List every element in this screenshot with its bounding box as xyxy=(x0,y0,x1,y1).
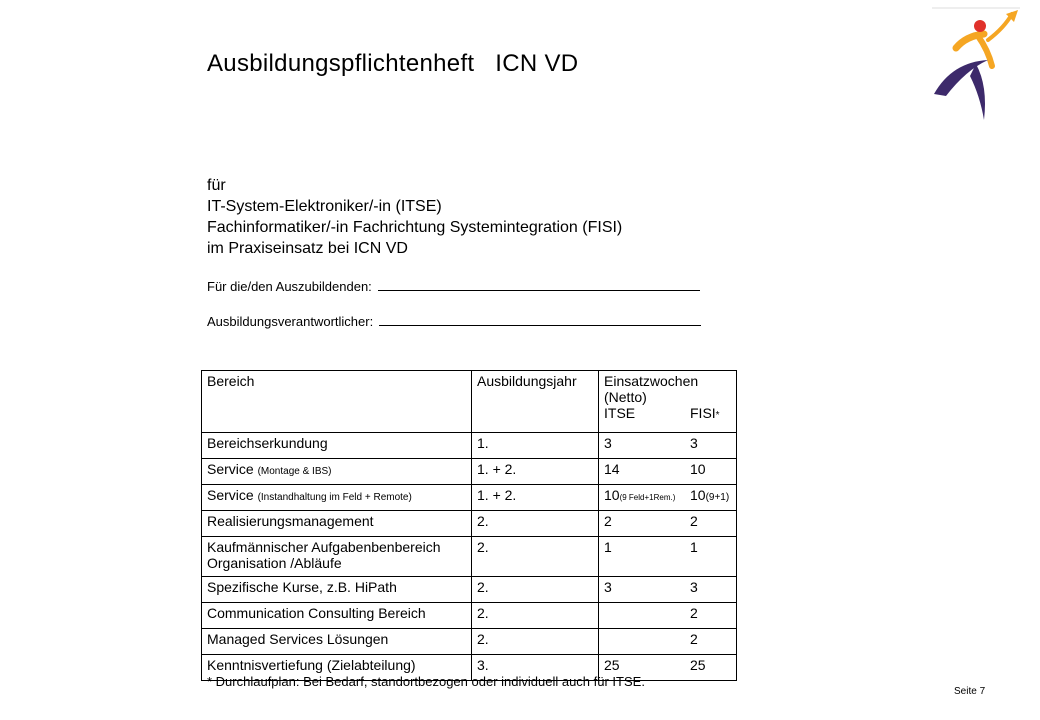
training-plan-table xyxy=(201,370,737,681)
fisi-value: 2 xyxy=(690,513,698,529)
subtitle-block xyxy=(207,175,622,259)
bereich-text: Realisierungsmanagement xyxy=(207,513,374,529)
cell-jahr: 1. xyxy=(472,433,599,459)
cell-wochen xyxy=(599,629,737,655)
fisi-value: 10 xyxy=(690,461,706,477)
footnote: * Durchlaufplan: Bei Bedarf, standortbezogen oder individuell auch für ITSE. xyxy=(207,674,645,689)
table-row xyxy=(202,537,737,577)
cell-wochen xyxy=(599,537,737,577)
header-fisi-star: * xyxy=(715,410,720,421)
cell-bereich xyxy=(202,459,472,485)
verantwortlicher-blank-line xyxy=(379,315,701,326)
bereich-text: Spezifische Kurse, z.B. HiPath xyxy=(207,579,397,595)
header-einsatzwochen-label: Einsatzwochen xyxy=(604,373,699,389)
cell-jahr: 3. xyxy=(472,655,599,681)
itse-value: 3 xyxy=(604,579,612,595)
page-number: Seite 7 xyxy=(954,686,986,697)
fisi-value: 2 xyxy=(690,631,698,647)
itse-value: 3 xyxy=(604,435,612,451)
fisi-value: 3 xyxy=(690,579,698,595)
fisi-value: 2 xyxy=(690,605,698,621)
cell-jahr: 2. xyxy=(472,537,599,577)
fisi-value: 10 xyxy=(690,487,706,503)
header-itse: ITSE xyxy=(604,405,636,421)
cell-bereich xyxy=(202,577,472,603)
table-row xyxy=(202,603,737,629)
cell-wochen xyxy=(599,459,737,485)
table-row xyxy=(202,511,737,537)
table-row xyxy=(202,433,737,459)
subtitle-line: für xyxy=(207,177,226,194)
bereich-text: Managed Services Lösungen xyxy=(207,631,389,647)
bereich-detail: (Instandhaltung im Feld + Remote) xyxy=(257,492,412,503)
cell-jahr: 1. + 2. xyxy=(472,459,599,485)
cell-bereich xyxy=(202,433,472,459)
fisi-value: 1 xyxy=(690,539,698,555)
cell-wochen xyxy=(599,603,737,629)
itse-detail: (9 Feld+1Rem.) xyxy=(619,493,676,502)
bereich-text: Service xyxy=(207,461,258,477)
subtitle-line: IT-System-Elektroniker/-in (ITSE) xyxy=(207,198,442,215)
itse-value: 25 xyxy=(604,657,620,673)
cell-jahr: 1. + 2. xyxy=(472,485,599,511)
table-row xyxy=(202,629,737,655)
table-header-row xyxy=(202,371,737,433)
fisi-value: 3 xyxy=(690,435,698,451)
bereich-text: Kenntnisvertiefung (Zielabteilung) xyxy=(207,657,416,673)
cell-wochen xyxy=(599,577,737,603)
verantwortlicher-field xyxy=(207,314,701,329)
verantwortlicher-label: Ausbildungsverantwortlicher: xyxy=(207,314,374,329)
cell-jahr: 2. xyxy=(472,629,599,655)
fisi-detail: (9+1) xyxy=(705,492,730,503)
cell-jahr: 2. xyxy=(472,577,599,603)
subtitle-line: im Praxiseinsatz bei ICN VD xyxy=(207,240,408,257)
itse-value: 2 xyxy=(604,513,612,529)
header-einsatzwochen xyxy=(599,371,737,433)
auszubildende-field xyxy=(207,279,700,294)
cell-bereich xyxy=(202,537,472,577)
cell-jahr: 2. xyxy=(472,511,599,537)
bereich-text: Kaufmännischer Aufgabenbenbereich Organisation /Abläufe xyxy=(207,539,441,571)
bereich-detail: (Montage & IBS) xyxy=(257,466,332,477)
auszubildende-label: Für die/den Auszubildenden: xyxy=(207,279,372,294)
cell-wochen xyxy=(599,511,737,537)
fisi-value: 25 xyxy=(690,657,706,673)
bereich-text: Communication Consulting Bereich xyxy=(207,605,426,621)
table-row xyxy=(202,485,737,511)
bereich-text: Bereichserkundung xyxy=(207,435,328,451)
table-row xyxy=(202,459,737,485)
document-title: Ausbildungspflichtenheft ICN VD xyxy=(207,50,579,77)
cell-wochen xyxy=(599,433,737,459)
cell-bereich xyxy=(202,629,472,655)
header-bereich: Bereich xyxy=(202,371,472,433)
subtitle-line: Fachinformatiker/-in Fachrichtung Systemintegration (FISI) xyxy=(207,219,623,236)
header-ausbildungsjahr: Ausbildungsjahr xyxy=(472,371,599,433)
cell-bereich xyxy=(202,485,472,511)
header-fisi: FISI xyxy=(690,405,716,421)
itse-value: 10 xyxy=(604,487,620,503)
bereich-text: Service xyxy=(207,487,258,503)
auszubildende-blank-line xyxy=(378,280,700,291)
cell-wochen xyxy=(599,485,737,511)
header-split xyxy=(604,405,731,424)
cell-bereich xyxy=(202,511,472,537)
header-fisi-wrap xyxy=(690,405,720,424)
itse-value: 14 xyxy=(604,461,620,477)
company-logo-icon xyxy=(926,6,1022,124)
cell-bereich xyxy=(202,603,472,629)
table-row xyxy=(202,577,737,603)
itse-value: 1 xyxy=(604,539,612,555)
header-netto-label: (Netto) xyxy=(604,389,647,405)
cell-jahr: 2. xyxy=(472,603,599,629)
